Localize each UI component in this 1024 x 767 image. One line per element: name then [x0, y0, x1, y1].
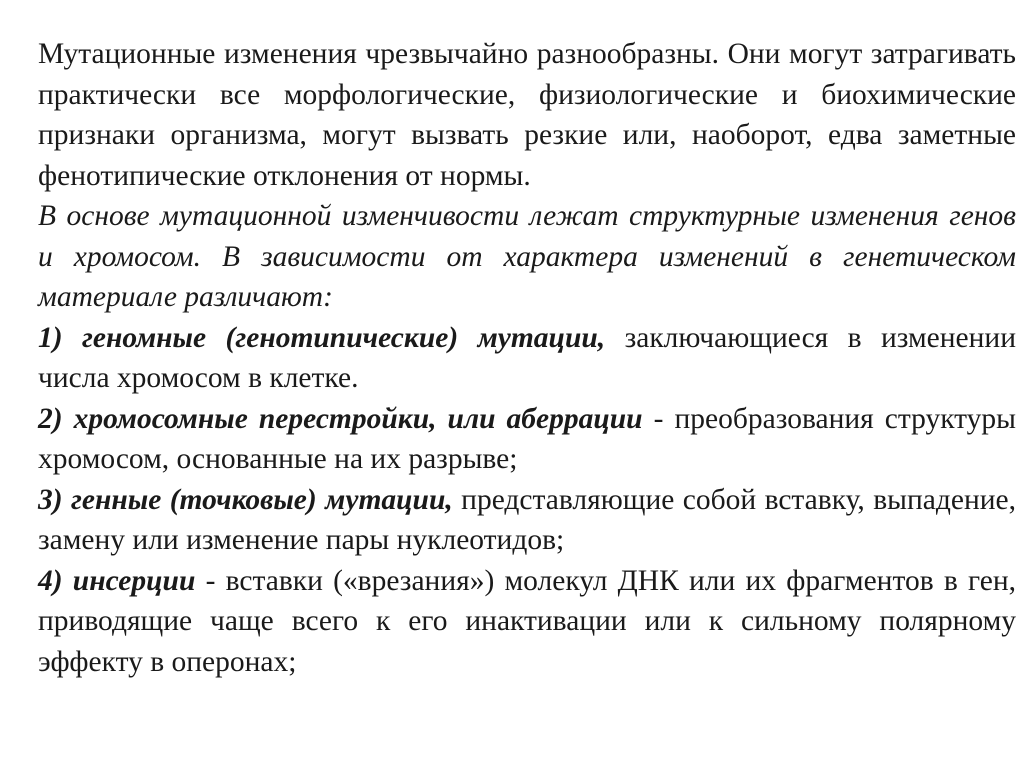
intro-paragraph: Мутационные изменения чрезвычайно разнообразны. Они могут затрагивать практически все морфологические, физиологические и биохимические признаки организма, могут вызвать резкие или, наоборот, едва заметные фенотипические отклонения от нормы.	[38, 38, 1016, 192]
item-description: - вставки («врезания») молекул ДНК или их фрагментов в ген, приводящие чаще всего к его инактивации или к сильному полярному эффекту в оперонах;	[38, 564, 1016, 678]
item-description: - преобразования структуры хромосом, основанные на их разрыве;	[38, 402, 1016, 475]
list-item	[38, 318, 1016, 399]
list-item	[38, 399, 1016, 480]
list-item	[38, 480, 1016, 561]
item-description: представляющие собой вставку, выпадение, замену или изменение пары нуклеотидов;	[38, 483, 1016, 556]
item-description: заключающиеся в изменении числа хромосом в клетке.	[38, 321, 1016, 394]
item-term: 3) генные (точковые) мутации,	[38, 483, 453, 516]
basis-paragraph: В основе мутационной изменчивости лежат структурные изменения генов и хромосом. В зависимости от характера изменений в генетическом материале различают:	[38, 200, 1016, 313]
item-term: 4) инсерции	[38, 564, 196, 597]
item-term: 2) хромосомные перестройки, или аберрации	[38, 402, 643, 435]
list-item	[38, 561, 1016, 683]
slide-content	[38, 34, 1016, 682]
item-term: 1) геномные (генотипические) мутации,	[38, 321, 606, 354]
